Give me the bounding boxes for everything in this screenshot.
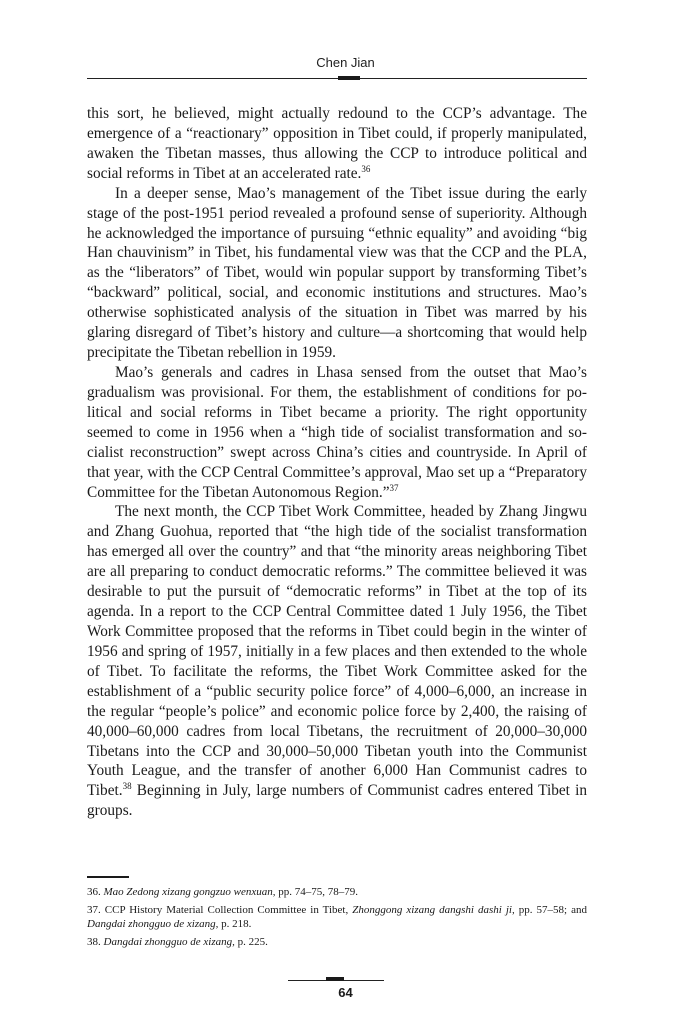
footnote-38-pages: p. 225. xyxy=(234,935,268,948)
header-rule xyxy=(87,78,587,79)
footnote-36-number: 36. xyxy=(87,886,104,898)
paragraph-1 xyxy=(87,104,587,184)
footnote-37-title-1: Zhonggong xizang dangshi dashi ji, xyxy=(352,903,515,916)
footnotes xyxy=(87,885,587,952)
paragraph-4-text: The next month, the CCP Tibet Work Committee, headed by Zhang Jingwu and Zhang Guohua, reported that “the high tide of the socialist transformation has emerged all over the country” and that “the minority areas neighboring Tibet are all preparing to conduct democratic reforms.” The committee believed it was desirable to put the pursuit of “democratic reforms” in Tibet at the top of its agenda. In a report to the CCP Central Committee dated 1 July 1956, the Tibet Work Committee proposed that the reforms in Tibet could begin in the winter of 1956 and spring of 1957, initially in a few places and then extended to the whole of Tibet. To facilitate the reforms, the Tibet Work Committee asked for the establishment of a “public security police force” of 4,000–6,000, an increase in the regular “people’s police” and economic police force by 2,400, the raising of 40,000–60,000 cadres from local Tibetans, the recruitment of 20,000–30,000 Tibetans into the CCP and 30,000–50,000 Tibetan youth into the Communist Youth League, and the transfer of another 6,000 Han Communist cadres to Tibet. xyxy=(87,503,587,800)
note-ref-37: 37 xyxy=(389,482,399,493)
footnote-37-number: 37. xyxy=(87,903,105,916)
running-head: Chen Jian xyxy=(316,55,375,70)
footnote-36 xyxy=(87,885,587,900)
paragraph-3 xyxy=(87,363,587,502)
paragraph-2-text: In a deeper sense, Mao’s management of the Tibet issue during the early stage of the post-1951 period revealed a profound sense of superiority. Although he acknowledged the importance of pursuing “ethnic equality” and avoiding “big Han chauvinism” in Tibet, his fundamental view was that the CCP and the PLA, as the “liberators” of Tibet, would win popular support by transforming Tibet’s “backward” political, social, and economic institutions and structures. Mao’s otherwise sophisticated analysis of the situation in Tibet was marred by his glaring disregard of Tibet’s history and culture—a shortcoming that would help precipitate the Tibetan rebellion in 1959. xyxy=(87,184,587,362)
paragraph-2 xyxy=(87,184,587,363)
footnote-38-number: 38. xyxy=(87,935,104,948)
paragraph-4-tail: Beginning in July, large numbers of Communist cadres entered Tibet in groups. xyxy=(87,782,587,820)
footnote-rule xyxy=(87,876,129,878)
footnote-37 xyxy=(87,903,587,932)
footnote-36-title: Mao Zedong xizang gongzuo wenxuan, xyxy=(103,886,276,898)
body-text xyxy=(87,104,587,821)
footer-rule-mark xyxy=(326,977,344,981)
footnote-37-author: CCP History Material Collection Committee in Tibet, xyxy=(104,903,353,916)
note-ref-38: 38 xyxy=(122,781,132,792)
footnote-36-pages: pp. 74–75, 78–79. xyxy=(275,886,359,898)
paragraph-3-text: Mao’s generals and cadres in Lhasa sensed from the outset that Mao’s gradualism was provisional. For them, the establishment of conditions for political and social reforms in Tibet became a priority. The right opportunity seemed to come in 1956 when a “high tide of socialist transformation and socialist reconstruction” swept across China’s cities and countryside. In April of that year, with the CCP Central Committee’s approval, Mao set up a “Preparatory Committee for the Tibetan Autonomous Region.” xyxy=(87,363,587,501)
note-ref-36: 36 xyxy=(361,163,371,174)
footnote-37-pages-2: p. 218. xyxy=(218,918,252,930)
paragraph-1-text: this sort, he believed, might actually redound to the CCP’s advantage. The emergence of a “reactionary” opposition in Tibet could, if properly manipulated, awaken the Tibetan masses, thus allowing the CCP to introduce political and social reforms in Tibet at an accelerated rate. xyxy=(87,105,587,182)
footnote-38-title: Dangdai zhongguo de xizang, xyxy=(103,935,235,948)
header-rule-mark xyxy=(338,76,360,80)
footnote-38 xyxy=(87,935,587,950)
page-number: 64 xyxy=(338,985,353,1000)
footnote-37-title-2: Dangdai zhongguo de xizang, xyxy=(87,918,219,930)
paragraph-4 xyxy=(87,502,587,821)
footnote-37-pages-1: pp. 57–58; and xyxy=(514,903,587,916)
